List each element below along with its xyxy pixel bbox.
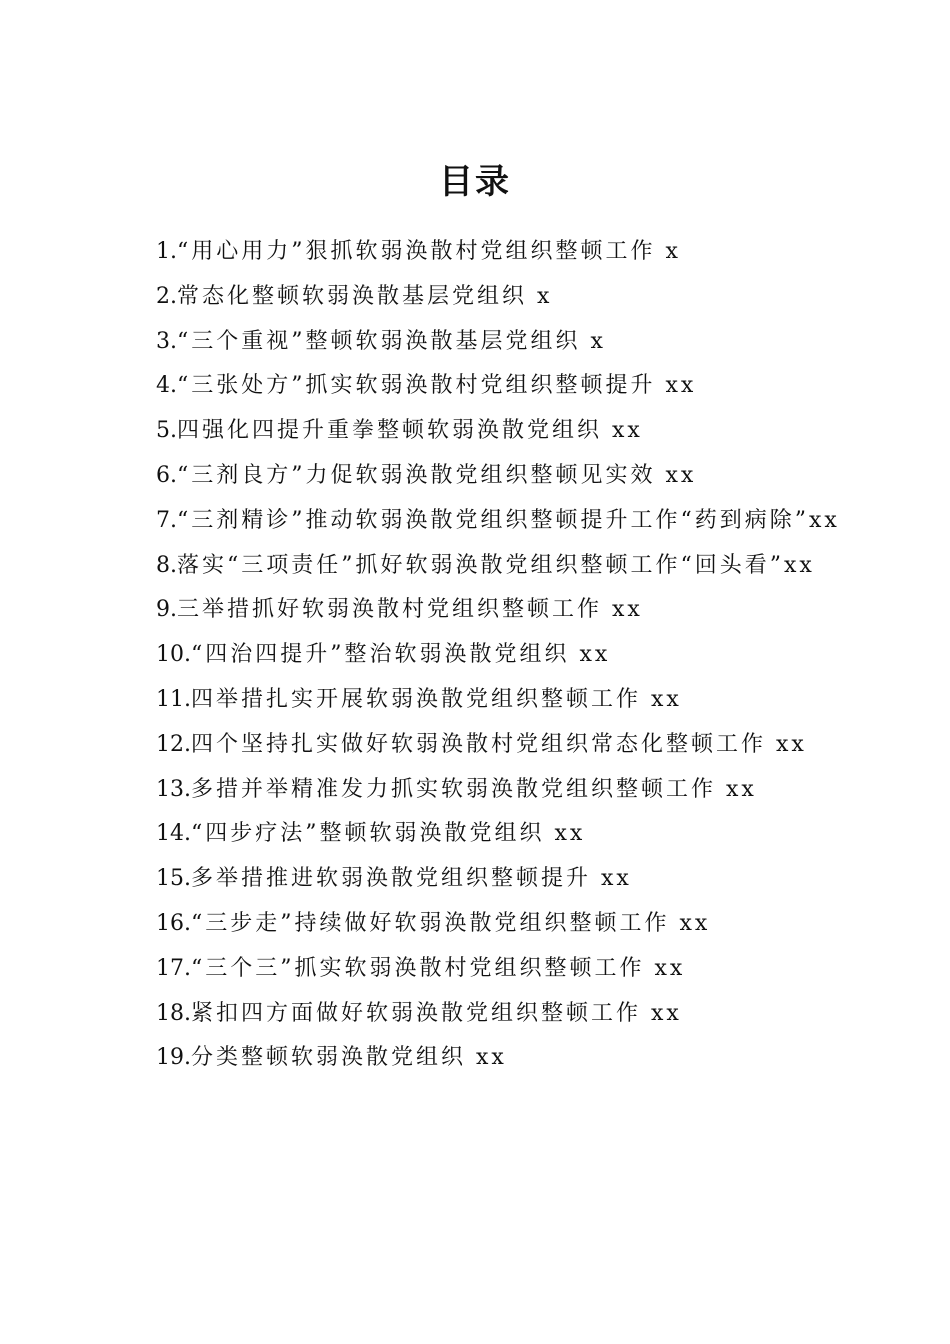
toc-item-number: 14.: [156, 821, 191, 847]
toc-item[interactable]: [120, 275, 840, 320]
toc-item-number: 8.: [156, 552, 177, 578]
toc-item-text: “四步疗法”整顿软弱涣散党组织 xx: [191, 821, 586, 847]
toc-item[interactable]: [120, 454, 840, 499]
toc-item-number: 12.: [156, 731, 191, 757]
toc-item-number: 7.: [156, 507, 177, 533]
toc-item[interactable]: [120, 678, 840, 723]
page-title: 目录: [439, 161, 511, 202]
toc-item-number: 3.: [156, 328, 177, 354]
toc-item-text: 多措并举精准发力抓实软弱涣散党组织整顿工作 xx: [191, 776, 757, 802]
toc-item[interactable]: [120, 857, 840, 902]
toc-item-text: 多举措推进软弱涣散党组织整顿提升 xx: [191, 866, 632, 892]
toc-item-number: 2.: [156, 283, 177, 309]
toc-item-number: 6.: [156, 462, 177, 488]
toc-item-number: 10.: [156, 642, 191, 668]
toc-item-text: 四个坚持扎实做好软弱涣散村党组织常态化整顿工作 xx: [191, 731, 807, 757]
toc-item-number: 16.: [156, 910, 191, 936]
toc-item-text: 紧扣四方面做好软弱涣散党组织整顿工作 xx: [191, 1000, 682, 1026]
toc-item[interactable]: [120, 409, 840, 454]
table-of-contents: [120, 230, 840, 1081]
toc-item-number: 11.: [156, 686, 191, 712]
toc-item[interactable]: [120, 364, 840, 409]
toc-item[interactable]: [120, 633, 840, 678]
toc-item-number: 18.: [156, 1000, 191, 1026]
toc-item-number: 1.: [156, 239, 177, 264]
toc-item[interactable]: [120, 499, 840, 544]
toc-item-text: “四治四提升”整治软弱涣散党组织 xx: [191, 642, 611, 668]
toc-item[interactable]: [120, 992, 840, 1037]
toc-item-text: “三剂良方”力促软弱涣散党组织整顿见实效 xx: [177, 462, 697, 488]
toc-item-text: 分类整顿软弱涣散党组织 xx: [191, 1045, 507, 1071]
toc-item[interactable]: [120, 902, 840, 947]
toc-item[interactable]: [120, 320, 840, 365]
toc-item[interactable]: [120, 588, 840, 633]
toc-item-text: “用心用力”狠抓软弱涣散村党组织整顿工作 x: [177, 239, 681, 264]
toc-item-text: “三个重视”整顿软弱涣散基层党组织 x: [177, 328, 606, 354]
toc-item-number: 13.: [156, 776, 191, 802]
toc-item-number: 19.: [156, 1045, 191, 1071]
toc-item-text: “三张处方”抓实软弱涣散村党组织整顿提升 xx: [177, 373, 697, 399]
toc-item-text: 四举措扎实开展软弱涣散党组织整顿工作 xx: [191, 686, 682, 712]
toc-item[interactable]: [120, 230, 840, 275]
toc-item-text: 常态化整顿软弱涣散基层党组织 x: [177, 283, 553, 309]
toc-item-text: “三个三”抓实软弱涣散村党组织整顿工作 xx: [191, 955, 686, 981]
toc-item-text: 四强化四提升重拳整顿软弱涣散党组织 xx: [177, 418, 643, 444]
toc-item-text: 三举措抓好软弱涣散村党组织整顿工作 xx: [177, 597, 643, 623]
toc-item[interactable]: [120, 544, 840, 589]
toc-item-text: “三步走”持续做好软弱涣散党组织整顿工作 xx: [191, 910, 711, 936]
toc-item-number: 15.: [156, 866, 191, 892]
toc-item[interactable]: [120, 812, 840, 857]
toc-item-number: 4.: [156, 373, 177, 399]
toc-item-text: “三剂精诊”推动软弱涣散党组织整顿提升工作“药到病除”xx: [177, 507, 840, 533]
toc-item-number: 9.: [156, 597, 177, 623]
toc-item-number: 5.: [156, 418, 177, 444]
toc-item[interactable]: [120, 723, 840, 768]
toc-item[interactable]: [120, 1036, 840, 1081]
toc-item-number: 17.: [156, 955, 191, 981]
toc-item-text: 落实“三项责任”抓好软弱涣散党组织整顿工作“回头看”xx: [177, 552, 815, 578]
toc-item[interactable]: [120, 947, 840, 992]
toc-item[interactable]: [120, 768, 840, 813]
